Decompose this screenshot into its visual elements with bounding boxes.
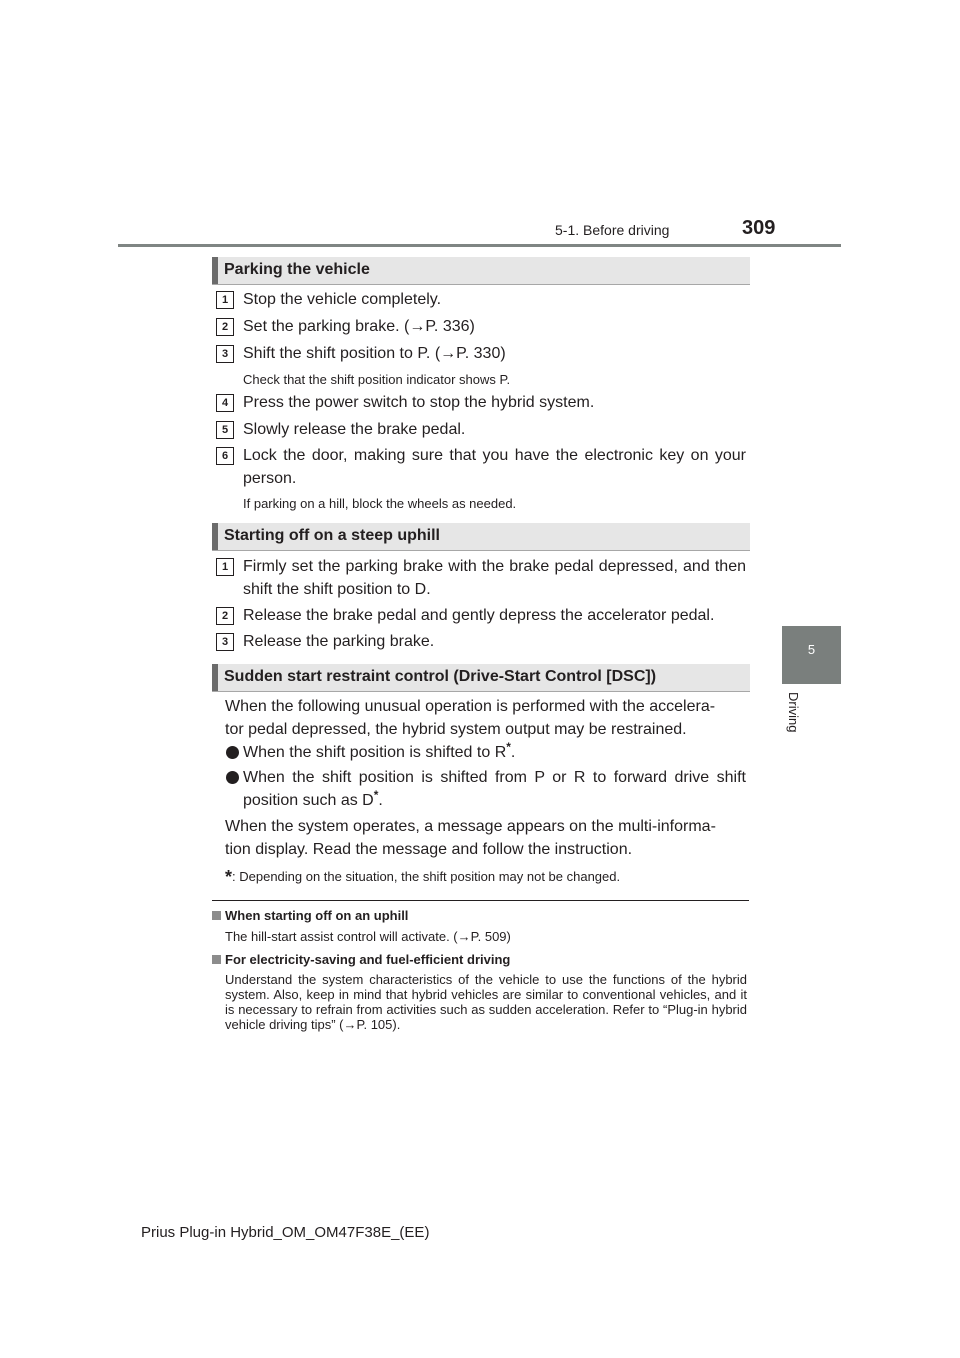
step-text: Firmly set the parking brake with the brake pedal depressed, and then shift the shift position to D.	[243, 558, 746, 598]
section-heading-uphill: Starting off on a steep uphill	[212, 523, 750, 551]
page-number: 309	[742, 217, 776, 239]
step-text: Press the power switch to stop the hybrid system.	[243, 394, 595, 411]
bullet-icon	[226, 771, 239, 784]
divider	[212, 900, 749, 901]
step-text: Release the brake pedal and gently depress the accelerator pedal.	[243, 607, 715, 624]
step-text: Stop the vehicle completely.	[243, 291, 442, 308]
header-rule	[118, 244, 841, 247]
step-text: Lock the door, making sure that you have the electronic key on your person.	[243, 447, 746, 487]
step-number: 1	[216, 558, 234, 576]
square-bullet-icon	[212, 955, 221, 964]
step-number: 3	[216, 633, 234, 651]
step-note: Check that the shift position indicator shows P.	[243, 372, 511, 387]
bullet-icon	[226, 746, 239, 759]
step-number: 2	[216, 318, 234, 336]
dsc-bullet: When the shift position is shifted from P or R to forward drive shift position such as D*.	[243, 769, 746, 809]
chapter-label: Driving	[786, 692, 801, 733]
dsc-intro: When the following unusual operation is performed with the accelera- tor pedal depressed, the hybrid system output may be restrained.	[225, 698, 716, 738]
step-text: Shift the shift position to P. (→P. 330)	[243, 345, 506, 362]
step-number: 6	[216, 447, 234, 465]
step-text: Release the parking brake.	[243, 633, 435, 650]
info-heading: For electricity-saving and fuel-efficient driving	[225, 952, 511, 967]
info-heading: When starting off on an uphill	[225, 908, 409, 923]
step-note: If parking on a hill, block the wheels as needed.	[243, 496, 517, 511]
section-title: 5-1. Before driving	[555, 222, 670, 238]
section-heading-parking: Parking the vehicle	[212, 257, 750, 285]
step-number: 2	[216, 607, 234, 625]
document-id: Prius Plug-in Hybrid_OM_OM47F38E_(EE)	[141, 1224, 430, 1241]
footnote: *: Depending on the situation, the shift position may not be changed.	[225, 867, 621, 887]
step-number: 3	[216, 345, 234, 363]
step-text: Slowly release the brake pedal.	[243, 421, 466, 438]
section-heading-dsc: Sudden start restraint control (Drive-Start Control [DSC])	[212, 664, 750, 692]
square-bullet-icon	[212, 911, 221, 920]
step-text: Set the parking brake. (→P. 336)	[243, 318, 475, 335]
step-number: 1	[216, 291, 234, 309]
info-text: The hill-start assist control will activate. (→P. 509)	[225, 929, 511, 944]
step-number: 5	[216, 421, 234, 439]
dsc-outro: When the system operates, a message appears on the multi-informa- tion display. Read the message and follow the instruction.	[225, 818, 716, 858]
info-text: Understand the system characteristics of the vehicle to use the functions of the hybrid system. Also, keep in mind that hybrid vehicles are similar to conventional vehicles, and it is necessary to refrain from activities such as sudden acceleration. Refer to “Plug-in hybrid vehicle driving tips” (→P. 105).	[225, 972, 747, 1032]
step-number: 4	[216, 394, 234, 412]
chapter-number: 5	[807, 642, 816, 657]
dsc-bullet: When the shift position is shifted to R*.	[243, 740, 516, 761]
